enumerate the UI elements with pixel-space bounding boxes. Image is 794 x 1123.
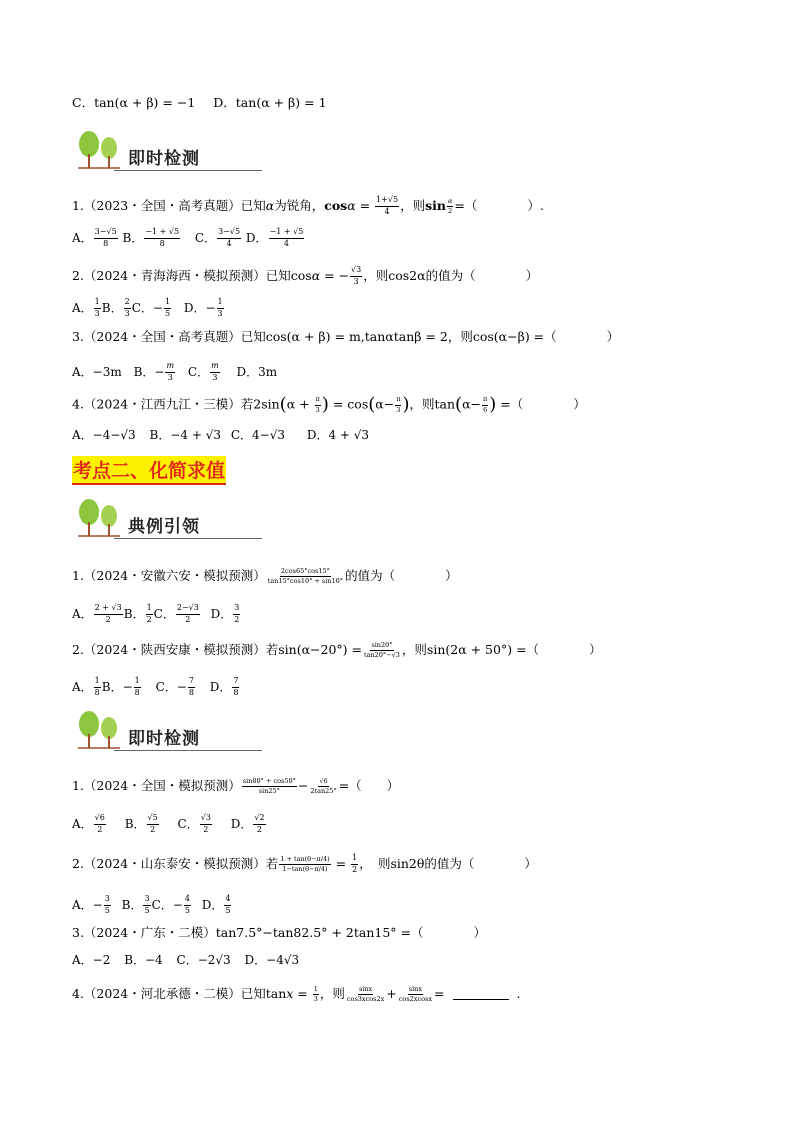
q2-options <box>72 298 225 319</box>
e2-option-c[interactable]: C．− $\frac{7}{8}$ <box>155 676 194 697</box>
divider <box>114 538 262 539</box>
e1-option-a[interactable]: A． $\frac{2 + √3}{2}$ <box>72 603 122 624</box>
q2-option-a[interactable]: A． $\frac{1}{3}$ <box>72 297 100 318</box>
q1-mid2: ，则 <box>400 197 426 213</box>
kaodian-2-title: 考点二、化简求值 <box>72 456 226 485</box>
section-header-check-2 <box>76 710 226 752</box>
c3-option-c[interactable]: C．−2√3 <box>176 953 231 967</box>
answer-blank[interactable] <box>453 999 509 1000</box>
c1-option-c[interactable]: C． $\frac{√3}{2}$ <box>177 813 211 834</box>
c3-text: 3.（2024・广东・二模）tan7.5°−tan82.5° + 2tan15° =（ ） <box>72 925 486 940</box>
q2-fraction: $\frac{√3}{3}$ <box>351 265 362 286</box>
e1-option-c[interactable]: C． $\frac{2-√3}{2}$ <box>153 603 199 624</box>
q3-text: 3.（2024・全国・高考真题）已知cos(α + β) = m,tanαtanβ = 2，则cos(α−β) =（ ） <box>72 329 620 344</box>
e2-prefix: 2.（2024・陕西安康・模拟预测）若sin(α−20°) = <box>72 642 362 658</box>
c2-prefix: 2.（2024・山东泰安・模拟预测）若 <box>72 855 279 871</box>
c1-prefix: 1.（2024・全国・模拟预测） <box>72 778 241 794</box>
q1-half: $\frac{\alpha}{2}$ <box>447 196 453 215</box>
c3-options <box>72 954 299 966</box>
q3-option-b[interactable]: B．− $\frac{m}{3}$ <box>133 361 175 382</box>
c2-option-a[interactable]: A．− $\frac{3}{5}$ <box>72 894 110 915</box>
q3-option-c[interactable]: C． $\frac{m}{3}$ <box>187 361 219 382</box>
check-question-1: 1.（2024・全国・模拟预测） $\frac{\sin 80^\circ + \cos 50^\circ}{\sin 25^\circ}$ − $\frac{√6}{2\tan 25^\circ}$ =（ ） <box>72 777 400 796</box>
c1-option-b[interactable]: B． $\frac{√5}{2}$ <box>124 813 158 834</box>
c2-option-d[interactable]: D． $\frac{4}{5}$ <box>201 894 231 915</box>
e2-option-d[interactable]: D． $\frac{7}{8}$ <box>209 676 239 697</box>
c2-option-b[interactable]: B． $\frac{3}{5}$ <box>121 894 150 915</box>
question-4: 4.（2024・江西九江・三模）若2sin(α + $\frac{\pi}{3}$ ) = cos(α− $\frac{\pi}{3}$ )，则tan(α− $\frac{\pi}{6}$ ) =（ ） <box>72 394 586 415</box>
q3-option-a[interactable]: A．−3m <box>72 364 122 379</box>
q4-option-d[interactable]: D．4 + √3 <box>306 428 370 442</box>
section-title: 即时检测 <box>128 729 200 749</box>
q1-fraction: $\frac{1+√5}{4}$ <box>376 195 399 216</box>
q3-option-d[interactable]: D．3m <box>236 364 278 379</box>
q4-option-a[interactable]: A．−4−√3 <box>72 428 136 442</box>
e1-fraction: $\frac{2\cos 65^\circ\cos 15^\circ}{\tan 15^\circ\cos 10^\circ + \sin 10^\circ}$ <box>267 567 344 586</box>
q2-tail: ，则cos2α的值为（ ） <box>363 267 539 283</box>
q4-option-c[interactable]: C．4−√3 <box>230 428 285 442</box>
q1-cos: cos <box>324 197 348 213</box>
e1-tail: 的值为（ ） <box>345 568 458 584</box>
option-d: D．tan(α + β) = 1 <box>213 95 327 110</box>
e1-option-d[interactable]: D． $\frac{3}{2}$ <box>210 603 240 624</box>
q2-prefix: 2.（2024・青海海西・模拟预测）已知cos <box>72 267 312 283</box>
q1-prefix: 1.（2023・全国・高考真题）已知 <box>72 197 266 213</box>
q1-tail: =（ ）. <box>454 197 544 213</box>
q1-option-c[interactable]: C． $\frac{3-√5}{4}$ <box>194 227 241 248</box>
check-question-3 <box>72 927 486 940</box>
e1-option-b[interactable]: B． $\frac{1}{2}$ <box>123 603 152 624</box>
c2-option-c[interactable]: C．− $\frac{4}{5}$ <box>151 894 190 915</box>
c1-option-d[interactable]: D． $\frac{√2}{2}$ <box>230 813 265 834</box>
c3-option-b[interactable]: B．−4 <box>124 953 163 967</box>
q2-option-d[interactable]: D．− $\frac{1}{3}$ <box>183 297 223 318</box>
e1-options <box>72 604 241 625</box>
e2-options <box>72 677 240 698</box>
c2-fraction: $\frac{1 + \tan(\theta-\pi/4)}{1-\tan(\theta-\pi/4)}$ <box>280 854 330 873</box>
example-1 <box>72 568 458 585</box>
e2-option-a[interactable]: A． $\frac{1}{8}$ <box>72 676 100 697</box>
q2-option-b[interactable]: B． $\frac{2}{3}$ <box>101 297 130 318</box>
section-header-check-1 <box>76 130 226 172</box>
question-3 <box>72 331 619 344</box>
option-c: C．tan(α + β) = −1 <box>72 95 196 110</box>
c4-prefix: 4.（2024・河北承德・二模）已知tan <box>72 986 287 1002</box>
tree-icon <box>76 498 128 538</box>
top-options <box>72 97 327 110</box>
e2-tail: ，则sin(2α + 50°) =（ ） <box>401 642 602 658</box>
check-question-2: 2.（2024・山东泰安・模拟预测）若 $\frac{1 + \tan(\theta-\pi/4)}{1-\tan(\theta-\pi/4)}$ = $\frac{1}{2}$ ， 则sin2θ的值为（ ） <box>72 853 537 874</box>
q1-option-a[interactable]: A． $\frac{3-√5}{8}$ <box>72 227 117 248</box>
section-title: 即时检测 <box>128 149 200 169</box>
q1-options <box>72 228 305 249</box>
q3-options <box>72 362 277 383</box>
divider <box>114 170 262 171</box>
q4-option-b[interactable]: B．−4 + √3 <box>149 428 222 442</box>
q1-sin: sin <box>425 197 446 213</box>
section-title: 典例引领 <box>128 517 200 537</box>
c3-option-d[interactable]: D．−4√3 <box>244 953 300 967</box>
c1-option-a[interactable]: A． $\frac{√6}{2}$ <box>72 813 105 834</box>
q1-option-d[interactable]: D． $\frac{-1 + √5}{4}$ <box>245 227 304 248</box>
q4-options <box>72 429 369 441</box>
example-2 <box>72 642 602 659</box>
q1-option-b[interactable]: B． $\frac{-1 + √5}{8}$ <box>122 227 180 248</box>
divider <box>114 750 262 751</box>
q2-option-c[interactable]: C．− $\frac{1}{5}$ <box>131 297 171 318</box>
q4-prefix: 4.（2024・江西九江・三模）若2sin <box>72 396 280 412</box>
e2-option-b[interactable]: B．− $\frac{1}{8}$ <box>101 676 140 697</box>
question-2: 2.（2024・青海海西・模拟预测）已知cosα = − $\frac{√3}{3}$ ，则cos2α的值为（ ） <box>72 265 539 286</box>
tree-icon <box>76 710 128 750</box>
section-header-example <box>76 498 226 540</box>
e1-prefix: 1.（2024・安徽六安・模拟预测） <box>72 568 266 584</box>
q1-mid: 为锐角， <box>274 197 325 213</box>
e2-fraction: $\frac{\sin 20^\circ}{\tan 20^\circ-√3}$ <box>363 641 400 660</box>
c3-option-a[interactable]: A．−2 <box>72 953 111 967</box>
tree-icon <box>76 130 128 170</box>
check-question-4: 4.（2024・河北承德・二模）已知tanx = $\frac{1}{3}$ ，则 $\frac{\sin x}{\cos 3xcos2x}$ + $\frac{\sin x}{\cos 2xcosx}$ = . <box>72 985 521 1004</box>
question-1: 1.（2023・全国・高考真题）已知α为锐角，cosα = $\frac{1+√5}{4}$ ，则sin $\frac{\alpha}{2}$ =（ ）. <box>72 195 544 216</box>
q2-eq: = − <box>324 267 350 283</box>
c2-options <box>72 895 232 916</box>
c1-options <box>72 814 267 835</box>
